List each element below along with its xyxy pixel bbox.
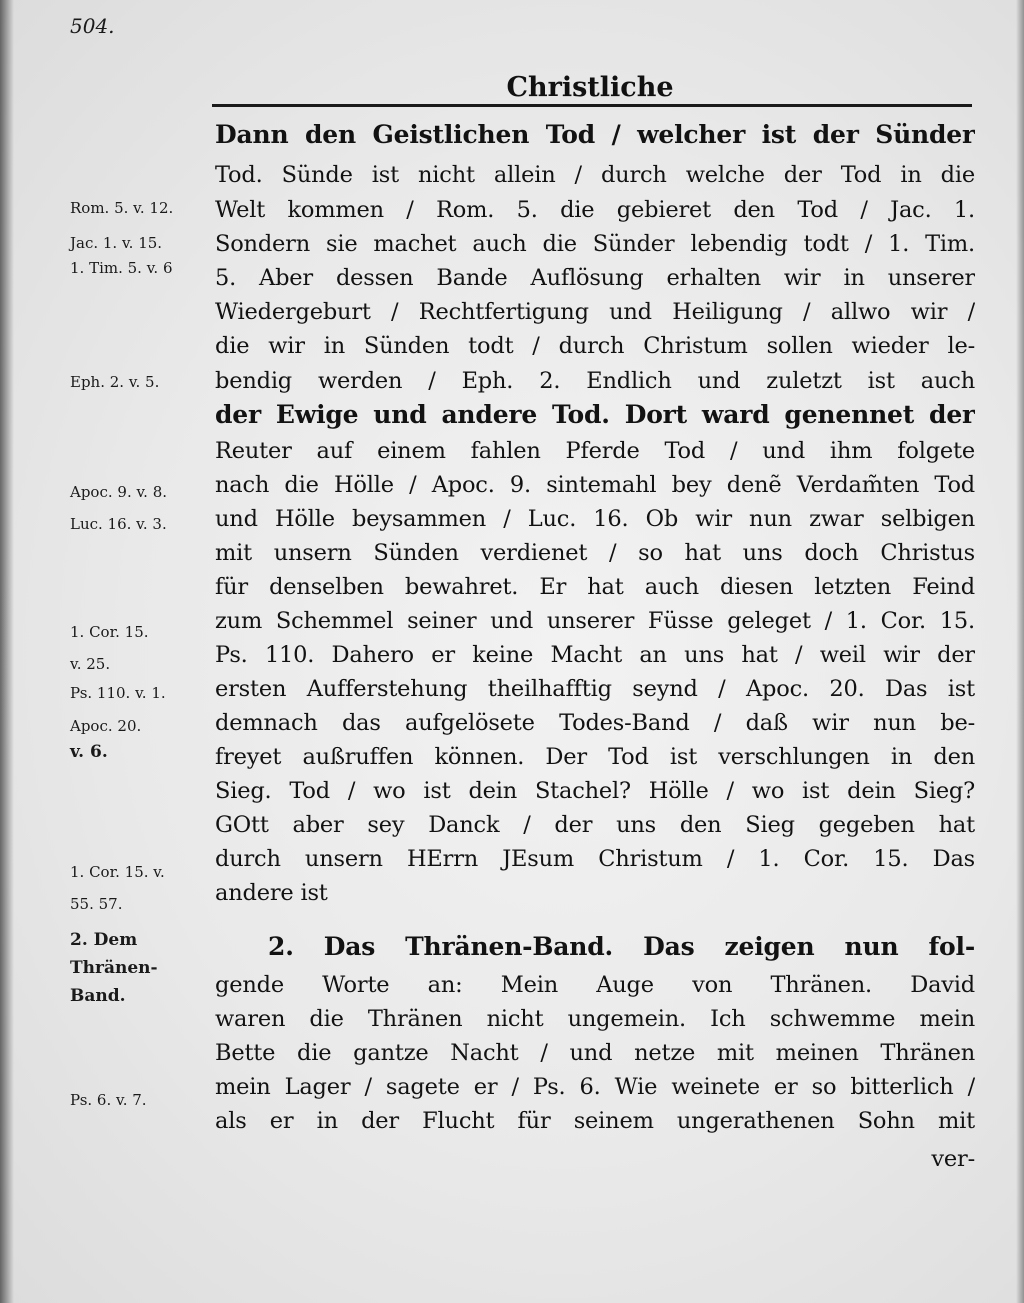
margin-note-8: v. 25.	[70, 655, 111, 673]
margin-note-11: v. 6.	[70, 742, 108, 762]
text-line-24: 2. Das Thränen-Band. Das zeigen nun fol-	[268, 932, 975, 961]
page-edge-shadow-left	[0, 0, 14, 1303]
text-line-3: Welt kommen / Rom. 5. die gebieret den Tod / Jac. 1.	[215, 197, 975, 223]
margin-note-2: Jac. 1. v. 15.	[70, 234, 163, 252]
text-line-5: 5. Aber dessen Bande Auflösung erhalten wir in unserer	[215, 265, 975, 291]
margin-note-15: Thränen-	[70, 958, 158, 978]
text-line-10: Reuter auf einem fahlen Pferde Tod / und ihm folgete	[215, 438, 975, 464]
margin-note-5: Apoc. 9. v. 8.	[70, 483, 168, 501]
text-line-30: ver-	[931, 1146, 975, 1172]
margin-note-9: Ps. 110. v. 1.	[70, 684, 166, 702]
page-edge-shadow-right	[1016, 0, 1024, 1303]
margin-note-4: Eph. 2. v. 5.	[70, 373, 160, 391]
margin-note-10: Apoc. 20.	[70, 717, 142, 735]
text-line-13: mit unsern Sünden verdienet / so hat uns doch Christus	[215, 540, 975, 566]
margin-note-13: 55. 57.	[70, 895, 123, 913]
text-line-21: GOtt aber sey Danck / der uns den Sieg gegeben hat	[215, 812, 975, 838]
header-rule	[212, 104, 972, 107]
text-line-11: nach die Hölle / Apoc. 9. sintemahl bey denẽ Verdam̃ten Tod	[215, 472, 975, 498]
text-line-26: waren die Thränen nicht ungemein. Ich schwemme mein	[215, 1006, 975, 1032]
margin-note-1: Rom. 5. v. 12.	[70, 199, 174, 217]
text-line-23: andere ist	[215, 880, 328, 906]
text-line-7: die wir in Sünden todt / durch Christum sollen wieder le-	[215, 333, 975, 359]
text-line-18: demnach das aufgelösete Todes-Band / daß wir nun be-	[215, 710, 975, 736]
text-line-29: als er in der Flucht für seinem ungerathenen Sohn mit	[215, 1108, 975, 1134]
margin-note-16: Band.	[70, 986, 126, 1006]
text-line-19: freyet außruffen können. Der Tod ist verschlungen in den	[215, 744, 975, 770]
text-line-16: Ps. 110. Dahero er keine Macht an uns hat / weil wir der	[215, 642, 975, 668]
text-line-8: bendig werden / Eph. 2. Endlich und zuletzt ist auch	[215, 368, 975, 394]
text-line-22: durch unsern HErrn JEsum Christum / 1. Cor. 15. Das	[215, 846, 975, 872]
margin-note-14: 2. Dem	[70, 930, 138, 950]
text-line-28: mein Lager / sagete er / Ps. 6. Wie weinete er so bitterlich /	[215, 1074, 975, 1100]
text-line-9: der Ewige und andere Tod. Dort ward genennet der	[215, 400, 975, 429]
margin-note-12: 1. Cor. 15. v.	[70, 863, 165, 881]
text-line-6: Wiedergeburt / Rechtfertigung und Heiligung / allwo wir /	[215, 299, 975, 325]
text-line-2: Tod. Sünde ist nicht allein / durch welche der Tod in die	[215, 162, 975, 188]
text-line-25: gende Worte an: Mein Auge von Thränen. David	[215, 972, 975, 998]
text-line-4: Sondern sie machet auch die Sünder lebendig todt / 1. Tim.	[215, 231, 975, 257]
margin-note-3: 1. Tim. 5. v. 6	[70, 259, 173, 277]
text-line-14: für denselben bewahret. Er hat auch diesen letzten Feind	[215, 574, 975, 600]
text-line-15: zum Schemmel seiner und unserer Füsse geleget / 1. Cor. 15.	[215, 608, 975, 634]
text-line-17: ersten Aufferstehung theilhafftig seynd / Apoc. 20. Das ist	[215, 676, 975, 702]
margin-note-6: Luc. 16. v. 3.	[70, 515, 167, 533]
margin-note-17: Ps. 6. v. 7.	[70, 1091, 147, 1109]
margin-note-7: 1. Cor. 15.	[70, 623, 149, 641]
text-line-20: Sieg. Tod / wo ist dein Stachel? Hölle / wo ist dein Sieg?	[215, 778, 975, 804]
running-head: Christliche	[506, 72, 674, 103]
text-line-12: und Hölle beysammen / Luc. 16. Ob wir nun zwar selbigen	[215, 506, 975, 532]
text-line-1: Dann den Geistlichen Tod / welcher ist der Sünder	[215, 120, 975, 149]
text-line-27: Bette die gantze Nacht / und netze mit meinen Thränen	[215, 1040, 975, 1066]
page-number: 504.	[70, 14, 115, 38]
